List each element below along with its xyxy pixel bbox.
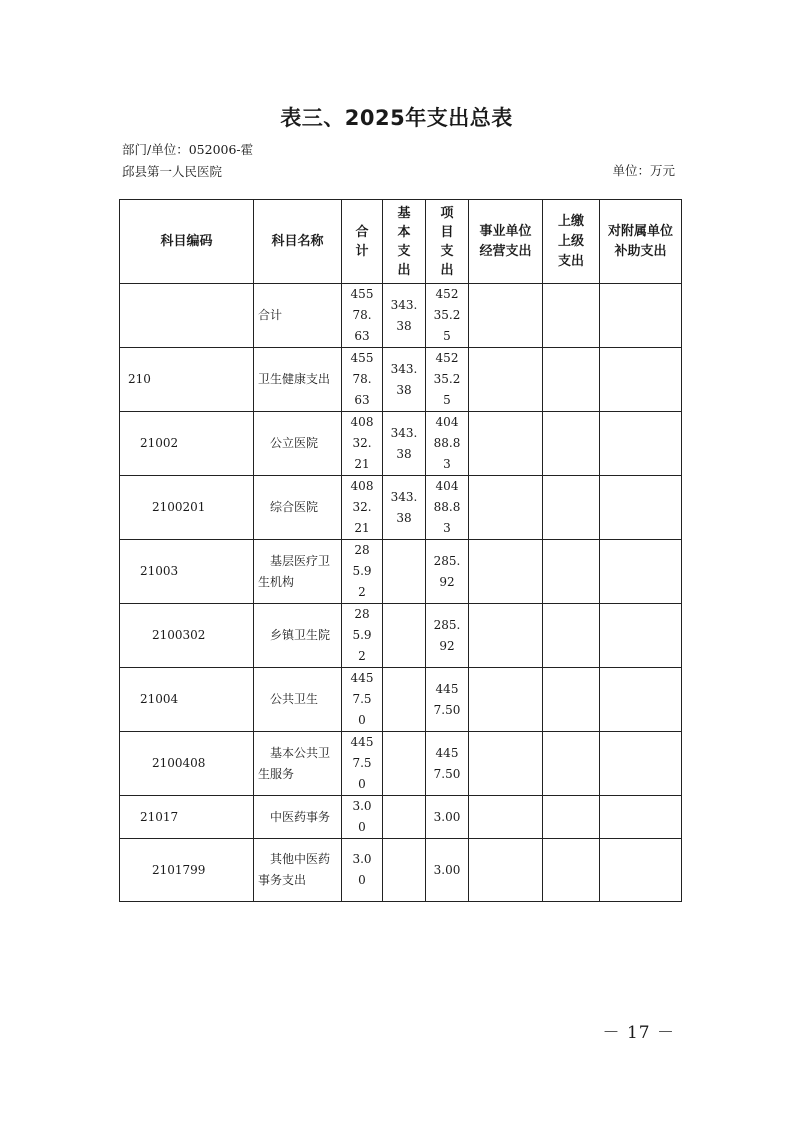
cell-basic: 343.38 [383,284,426,348]
cell-total: 40832.21 [342,476,383,540]
cell-upper [543,839,600,902]
cell-code: 2100408 [120,732,254,796]
cell-code: 21004 [120,668,254,732]
table-header-row [120,200,682,284]
cell-upper [543,732,600,796]
cell-total: 40832.21 [342,412,383,476]
page-title: 表三、2025年支出总表 [280,106,513,130]
cell-basic [383,839,426,902]
cell-basic [383,732,426,796]
cell-upper [543,348,600,412]
cell-subsidy [600,476,682,540]
table-row [120,284,682,348]
cell-name: 公共卫生 [254,668,342,732]
header-name: 科目名称 [254,200,342,284]
cell-business [469,540,543,604]
cell-subsidy [600,540,682,604]
cell-business [469,604,543,668]
cell-project: 285.92 [426,604,469,668]
cell-code [120,284,254,348]
cell-project: 3.00 [426,839,469,902]
cell-upper [543,604,600,668]
header-upper: 上缴上级支出 [543,200,600,284]
cell-code: 21003 [120,540,254,604]
cell-upper [543,284,600,348]
cell-basic [383,540,426,604]
cell-project: 40488.83 [426,476,469,540]
cell-business [469,284,543,348]
cell-upper [543,668,600,732]
cell-project: 40488.83 [426,412,469,476]
cell-total: 285.92 [342,540,383,604]
cell-project: 285.92 [426,540,469,604]
cell-code: 21002 [120,412,254,476]
cell-code: 21017 [120,796,254,839]
cell-business [469,348,543,412]
cell-name: 公立医院 [254,412,342,476]
cell-basic: 343.38 [383,476,426,540]
cell-code: 2100302 [120,604,254,668]
expenditure-table [119,199,682,902]
cell-business [469,476,543,540]
cell-project: 45235.25 [426,284,469,348]
cell-upper [543,796,600,839]
cell-project: 45235.25 [426,348,469,412]
cell-basic: 343.38 [383,348,426,412]
header-business: 事业单位经营支出 [469,200,543,284]
cell-code: 210 [120,348,254,412]
table-row [120,732,682,796]
cell-business [469,796,543,839]
cell-total: 3.00 [342,839,383,902]
cell-basic: 343.38 [383,412,426,476]
cell-subsidy [600,412,682,476]
cell-name: 基本公共卫生服务 [254,732,342,796]
table-row [120,348,682,412]
cell-subsidy [600,732,682,796]
cell-business [469,668,543,732]
table-row [120,540,682,604]
cell-subsidy [600,796,682,839]
page-number: － 17 － [602,1023,675,1043]
cell-total: 3.00 [342,796,383,839]
cell-basic [383,668,426,732]
cell-name: 合计 [254,284,342,348]
header-total: 合计 [342,200,383,284]
cell-name: 其他中医药事务支出 [254,839,342,902]
table-row [120,796,682,839]
table-row [120,604,682,668]
cell-project: 3.00 [426,796,469,839]
cell-project: 4457.50 [426,732,469,796]
header-basic: 基本支出 [383,200,426,284]
cell-subsidy [600,284,682,348]
cell-basic [383,604,426,668]
cell-name: 综合医院 [254,476,342,540]
table-row [120,476,682,540]
cell-upper [543,476,600,540]
header-project: 项目支出 [426,200,469,284]
cell-total: 4457.50 [342,732,383,796]
cell-total: 45578.63 [342,348,383,412]
cell-upper [543,412,600,476]
cell-total: 45578.63 [342,284,383,348]
cell-business [469,732,543,796]
cell-subsidy [600,604,682,668]
cell-name: 中医药事务 [254,796,342,839]
cell-name: 乡镇卫生院 [254,604,342,668]
cell-subsidy [600,348,682,412]
cell-subsidy [600,839,682,902]
cell-business [469,412,543,476]
table-row [120,839,682,902]
cell-basic [383,796,426,839]
cell-name: 卫生健康支出 [254,348,342,412]
cell-name: 基层医疗卫生机构 [254,540,342,604]
table-row [120,412,682,476]
cell-total: 285.92 [342,604,383,668]
cell-project: 4457.50 [426,668,469,732]
cell-code: 2100201 [120,476,254,540]
cell-upper [543,540,600,604]
table-row [120,668,682,732]
department-label: 部门/单位：052006-霍邱县第一人民医院 [122,142,254,179]
unit-label: 单位：万元 [612,163,675,178]
cell-code: 2101799 [120,839,254,902]
cell-business [469,839,543,902]
cell-total: 4457.50 [342,668,383,732]
header-subsidy: 对附属单位补助支出 [600,200,682,284]
header-code: 科目编码 [120,200,254,284]
cell-subsidy [600,668,682,732]
